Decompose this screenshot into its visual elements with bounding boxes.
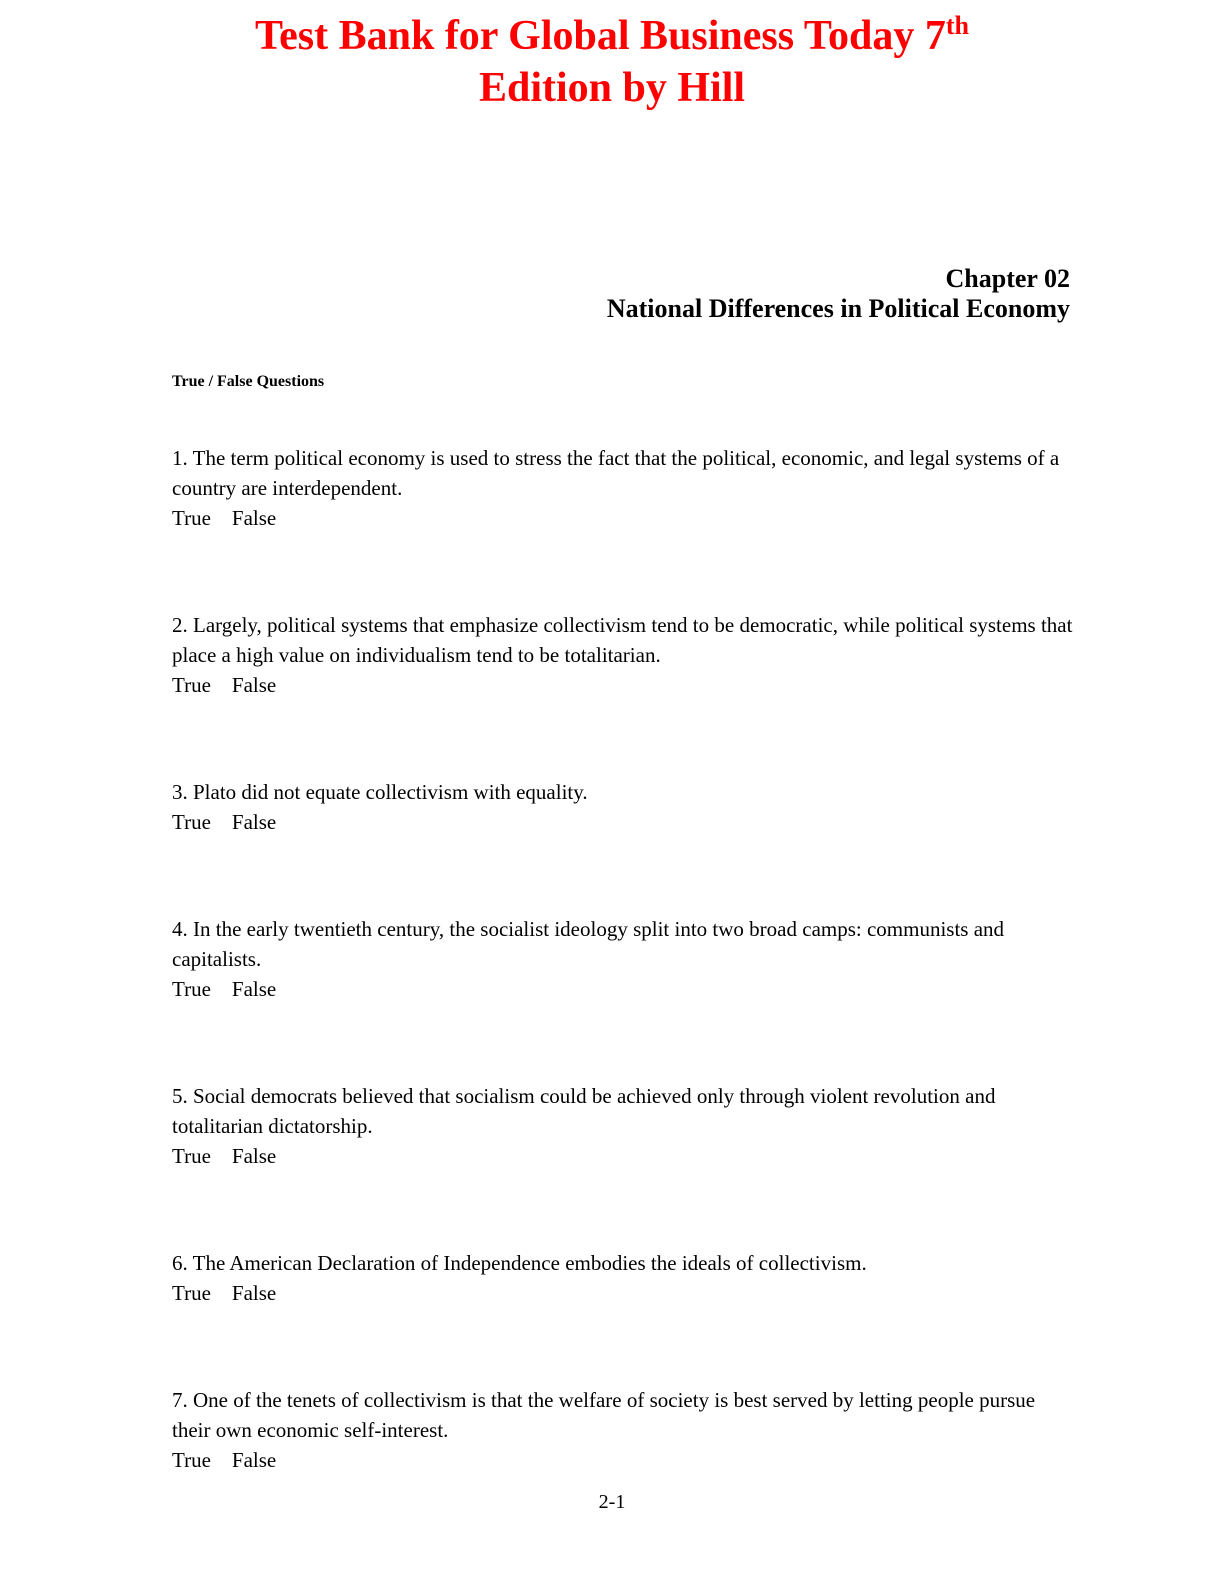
question-1-body: The term political economy is used to stress the fact that the political, economic, and legal systems of a country are interdependent. [172, 446, 1060, 500]
question-1-option-false: False [231, 506, 277, 530]
question-7 [172, 1385, 1077, 1475]
question-1 [172, 443, 1077, 533]
questions-list [172, 443, 1077, 1475]
question-5 [172, 1081, 1077, 1171]
question-2-option-false: False [231, 673, 277, 697]
question-2 [172, 610, 1077, 700]
section-heading-true-false-questions: True / False Questions [172, 373, 325, 390]
question-7-option-false: False [231, 1448, 277, 1472]
document-title [0, 0, 1224, 114]
question-3-option-true: True [172, 810, 211, 834]
page-number: 2-1 [598, 1491, 626, 1513]
question-5-options [172, 1141, 1077, 1171]
question-7-text [172, 1385, 1077, 1445]
question-6-body: The American Declaration of Independence embodies the ideals of collectivism. [192, 1251, 867, 1275]
question-2-option-true: True [172, 673, 211, 697]
question-4 [172, 914, 1077, 1004]
question-7-body: One of the tenets of collectivism is that the welfare of society is best served by letting people pursue their own economic self-interest. [172, 1388, 1036, 1442]
chapter-heading [0, 264, 1224, 324]
document-title-superscript: th [945, 11, 970, 40]
question-4-options [172, 974, 1077, 1004]
question-5-text [172, 1081, 1077, 1141]
question-1-text [172, 443, 1077, 503]
question-3 [172, 777, 1077, 837]
question-2-text [172, 610, 1077, 670]
question-3-body: Plato did not equate collectivism with equality. [193, 780, 588, 804]
question-3-options [172, 807, 1077, 837]
question-5-option-true: True [172, 1144, 211, 1168]
question-6-number: 6. [172, 1251, 188, 1275]
document-title-line2: Edition by Hill [478, 65, 746, 111]
question-5-option-false: False [231, 1144, 277, 1168]
question-6-option-false: False [231, 1281, 277, 1305]
question-4-option-false: False [231, 977, 277, 1001]
document-title-line1 [0, 10, 1224, 62]
question-1-option-true: True [172, 506, 211, 530]
question-6-options [172, 1278, 1077, 1308]
question-7-option-true: True [172, 1448, 211, 1472]
question-4-number: 4. [172, 917, 188, 941]
question-5-number: 5. [172, 1084, 188, 1108]
question-6 [172, 1248, 1077, 1308]
question-6-text [172, 1248, 1077, 1278]
question-2-options [172, 670, 1077, 700]
question-2-body: Largely, political systems that emphasize collectivism tend to be democratic, while political systems that place a high value on individualism tend to be totalitarian. [172, 613, 1073, 667]
document-title-line1-text: Test Bank for Global Business Today 7 [254, 13, 946, 59]
chapter-title: National Differences in Political Economy [606, 294, 1070, 323]
question-2-number: 2. [172, 613, 188, 637]
question-7-number: 7. [172, 1388, 188, 1412]
question-3-text [172, 777, 1077, 807]
question-4-body: In the early twentieth century, the socialist ideology split into two broad camps: communists and capitalists. [172, 917, 1005, 971]
question-4-option-true: True [172, 977, 211, 1001]
chapter-number: Chapter 02 [945, 264, 1070, 293]
question-6-option-true: True [172, 1281, 211, 1305]
question-1-options [172, 503, 1077, 533]
question-3-option-false: False [231, 810, 277, 834]
question-3-number: 3. [172, 780, 188, 804]
question-7-options [172, 1445, 1077, 1475]
question-4-text [172, 914, 1077, 974]
question-1-number: 1. [172, 446, 188, 470]
question-5-body: Social democrats believed that socialism could be achieved only through violent revolution and totalitarian dictatorship. [172, 1084, 996, 1138]
